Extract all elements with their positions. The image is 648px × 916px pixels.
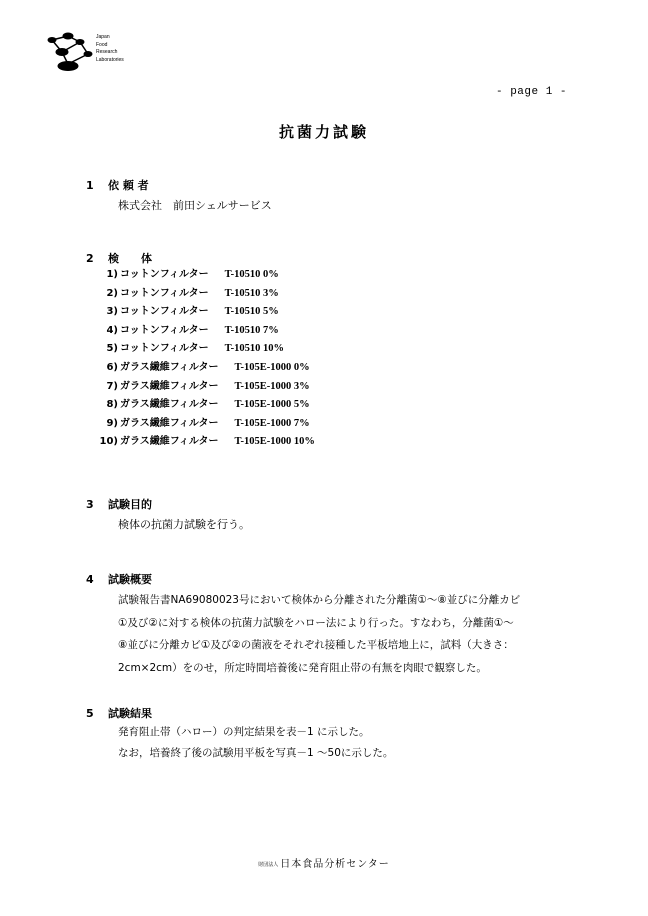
section-title: 試験結果 xyxy=(108,707,152,720)
client-name: 株式会社 前田シェルサービス xyxy=(118,199,272,212)
sample-number: 3) xyxy=(106,306,118,318)
section-title: 試験目的 xyxy=(108,498,152,511)
document-title: 抗菌力試験 xyxy=(278,123,369,141)
results-paragraph xyxy=(118,722,393,764)
sample-name: ガラス繊維フィルター xyxy=(120,361,219,373)
logo-line: Laboratories xyxy=(96,56,124,63)
sample-name: コットンフィルター xyxy=(120,324,209,336)
section-title: 依 頼 者 xyxy=(108,179,149,192)
sample-name: コットンフィルター xyxy=(120,287,209,299)
logo-line: Food xyxy=(96,41,108,48)
purpose-text: 検体の抗菌力試験を行う。 xyxy=(118,518,250,531)
sample-name: ガラス繊維フィルター xyxy=(120,417,219,429)
sample-name: コットンフィルター xyxy=(120,343,209,355)
sample-code: T-10510 10% xyxy=(224,343,285,355)
section-heading-results xyxy=(86,705,152,721)
overview-paragraph xyxy=(118,589,568,679)
sample-number: 8) xyxy=(106,399,118,411)
section-title: 試験概要 xyxy=(108,573,152,586)
sample-name: ガラス繊維フィルター xyxy=(120,380,219,392)
sample-item xyxy=(82,322,315,341)
overview-line: ①及び②に対する検体の抗菌力試験をハロー法により行った。すなわち，分離菌①～ xyxy=(118,616,514,629)
overview-line: ⑧並びに分離カビ①及び②の菌液をそれぞれ接種した平板培地上に，試料（大きさ： xyxy=(118,639,514,651)
laboratory-logo xyxy=(44,30,144,78)
logo-text xyxy=(96,34,124,64)
sample-item xyxy=(82,359,315,378)
sample-code: T-10510 3% xyxy=(224,287,279,299)
section-heading-client xyxy=(86,177,149,193)
sample-name: コットンフィルター xyxy=(120,306,209,318)
sample-item xyxy=(82,303,315,322)
section-heading-samples xyxy=(86,250,152,266)
sample-name: ガラス繊維フィルター xyxy=(120,436,219,448)
sample-code: T-105E-1000 5% xyxy=(234,399,310,411)
sample-item xyxy=(82,285,315,304)
section-number: 3 xyxy=(86,498,94,511)
sample-code: T-105E-1000 0% xyxy=(234,361,310,373)
sample-number: 1) xyxy=(106,269,118,280)
sample-code: T-105E-1000 10% xyxy=(234,436,315,448)
sample-item xyxy=(82,378,315,397)
footer-prefix: 財団法人 xyxy=(258,861,279,868)
footer-organization xyxy=(0,855,648,870)
page-number: - page 1 - xyxy=(496,86,568,98)
sample-number: 10) xyxy=(99,436,118,448)
section-number: 2 xyxy=(86,252,94,265)
logo-line: Research xyxy=(96,49,118,55)
sample-number: 2) xyxy=(106,287,118,299)
overview-line: 試験報告書NA69080023号において検体から分離された分離菌①～⑧並びに分離カビ xyxy=(118,594,521,606)
sample-name: コットンフィルター xyxy=(120,269,209,280)
sample-number: 9) xyxy=(106,417,118,429)
logo-line: Japan xyxy=(96,34,110,40)
sample-code: T-105E-1000 3% xyxy=(234,380,310,392)
sample-item xyxy=(82,340,315,359)
section-heading-overview xyxy=(86,571,152,587)
sample-item xyxy=(82,415,315,434)
result-line: なお，培養終了後の試験用平板を写真－1 ～50に示した。 xyxy=(118,747,394,759)
sample-name: ガラス繊維フィルター xyxy=(120,399,219,411)
sample-list xyxy=(82,266,315,452)
sample-number: 4) xyxy=(106,324,118,336)
sample-number: 6) xyxy=(106,361,118,373)
sample-number: 5) xyxy=(106,343,118,355)
sample-code: T-10510 0% xyxy=(224,269,279,280)
result-line: 発育阻止帯（ハロー）の判定結果を表－1 に示した。 xyxy=(118,726,370,738)
section-number: 1 xyxy=(86,179,94,192)
sample-item xyxy=(82,433,315,452)
sample-number: 7) xyxy=(106,380,118,392)
overview-line: 2cm×2cm）をのせ，所定時間培養後に発育阻止帯の有無を肉眼で観察した。 xyxy=(118,661,487,674)
footer-org-name: 日本食品分析センター xyxy=(280,859,390,870)
sample-item xyxy=(82,266,315,285)
sample-code: T-10510 5% xyxy=(224,306,279,318)
section-number: 5 xyxy=(86,707,94,720)
section-heading-purpose xyxy=(86,496,152,512)
sample-code: T-10510 7% xyxy=(224,324,279,336)
section-number: 4 xyxy=(86,573,94,586)
sample-code: T-105E-1000 7% xyxy=(234,417,310,429)
sample-item xyxy=(82,396,315,415)
section-title: 検 体 xyxy=(108,252,152,265)
